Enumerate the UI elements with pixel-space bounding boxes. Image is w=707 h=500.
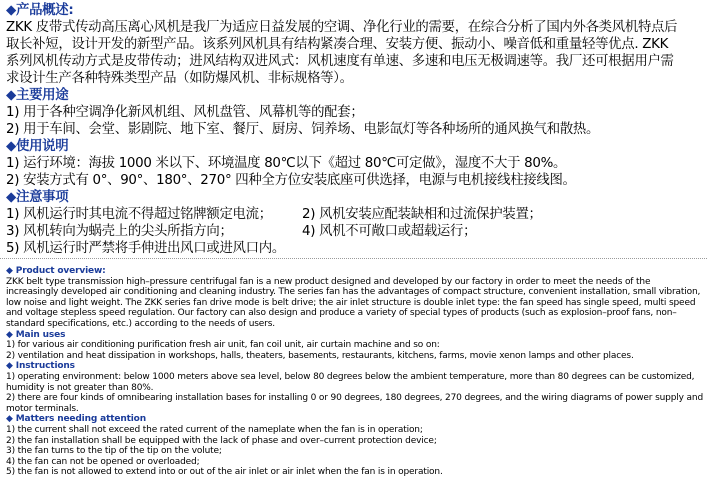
cn-overview-heading: ◆产品概述: (6, 3, 74, 18)
cn-uses-heading: ◆主要用途 (6, 88, 69, 103)
en-attention-heading: ◆ Matters needing attention (6, 414, 146, 425)
en-attention-line: 2) the fan installation shall be equipped with the lack of phase and over–current protection device; (6, 435, 437, 446)
en-attention-line: 5) the fan is not allowed to extend into or out of the air inlet or air inlet when the fan is in operation. (6, 467, 443, 478)
english-section (6, 266, 703, 478)
cn-attention-item: 5) 风机运行时严禁将手伸进出风口或进风口内。 (6, 241, 285, 256)
en-overview-heading: ◆ Product overview: (6, 266, 106, 276)
cn-overview-line: 求设计生产各种特殊类型产品（如防爆风机、非标规格等）。 (6, 71, 353, 86)
en-uses-line: 2) ventilation and heat dissipation in workshops, halls, theaters, basements, restaurants, kitchens, farms, movie xenon lamps and other places. (6, 350, 634, 361)
en-overview-text: ZKK belt type transmission high–pressure centrifugal fan is a new product designed and developed by our factory in order to meet the needs of the increasingly developed air conditioning and cleaning industry. The series fan has the advantages of compact structure, convenient installation, small vibration, low noise and light weight. The ZKK series fan drive mode is belt drive; the air inlet structure is double inlet type: the fan speed has single speed, multi speed and voltage stepless speed regulation. Our factory can also design and produce a variety of special types of products (such as explosion–proof fans, non–standard specifications, etc.) according to the needs of users. (6, 276, 701, 329)
cn-attention-row (6, 206, 703, 223)
cn-instructions-heading: ◆使用说明 (6, 139, 69, 154)
en-instructions-line: 1) operating environment: below 1000 meters above sea level, below 80 degrees below the ambient temperature, more than 80 degrees can be customized, humidity is not greater than 80%. (6, 371, 695, 393)
cn-attention-item: 4) 风机不可敞口或超载运行； (302, 224, 477, 239)
cn-uses-line: 1) 用于各种空调净化新风机组、风机盘管、风幕机等的配套； (6, 105, 364, 120)
cn-uses-line: 2) 用于车间、会堂、影剧院、地下室、餐厅、厨房、饲养场、电影氙灯等各种场所的通风换气和散热。 (6, 122, 600, 137)
cn-attention-item: 2) 风机安装应配装缺相和过流保护装置； (302, 207, 542, 222)
en-instructions-line: 2) there are four kinds of omnibearing installation bases for installing 0 or 90 degrees, 180 degrees, 270 degrees, and the wiring diagrams of power supply and motor terminals. (6, 393, 704, 414)
en-uses-line: 1) for various air conditioning purification fresh air unit, fan coil unit, air curtain machine and so on: (6, 340, 440, 351)
en-attention-line: 4) the fan can not be opened or overloaded; (6, 456, 200, 467)
cn-instructions-line: 2) 安装方式有 0°、90°、180°、270° 四种全方位安装底座可供选择，电源与电机接线柱接线图。 (6, 173, 576, 188)
chinese-section (6, 2, 703, 257)
cn-attention-item: 3) 风机转向为蜗壳上的尖头所指方向； (6, 224, 233, 239)
en-uses-heading: ◆ Main uses (6, 329, 66, 340)
cn-overview-line: 取长补短，设计开发的新型产品。该系列风机具有结构紧凑合理、安装方便、振动小、噪音低和重量轻等优点. ZKK (6, 37, 669, 52)
cn-attention-row (6, 223, 703, 240)
cn-attention-heading: ◆注意事项 (6, 190, 69, 205)
en-instructions-heading: ◆ Instructions (6, 361, 75, 372)
cn-attention-item: 1) 风机运行时其电流不得超过铭牌额定电流； (6, 207, 272, 222)
cn-overview-line: ZKK 皮带式传动高压离心风机是我厂为适应日益发展的空调、净化行业的需要，在综合分析了国内外各类风机特点后 (6, 20, 678, 35)
section-divider (0, 258, 707, 259)
cn-overview-line: 系列风机传动方式是皮带传动；进风结构双进风式：风机速度有单速、多速和电压无极调速等。我厂还可根据用户需 (6, 54, 674, 69)
cn-instructions-line: 1) 运行环境：海拔 1000 米以下、环境温度 80℃以下《超过 80℃可定做》，湿度不大于 80%。 (6, 156, 567, 171)
en-attention-line: 1) the current shall not exceed the rated current of the nameplate when the fan is in operation; (6, 424, 423, 435)
en-attention-line: 3) the fan turns to the tip of the tip on the volute; (6, 446, 222, 457)
